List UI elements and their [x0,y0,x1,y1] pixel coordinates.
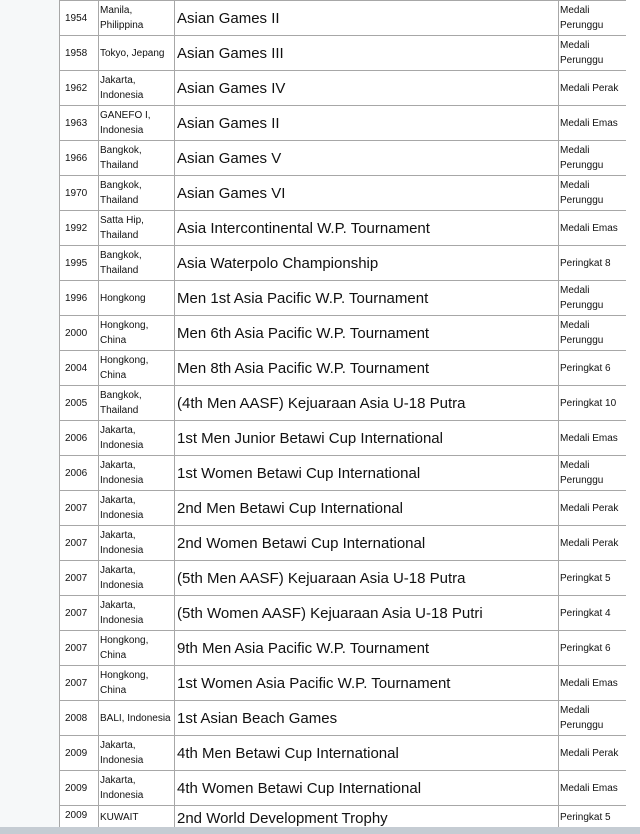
event-cell: Men 1st Asia Pacific W.P. Tournament [175,281,559,316]
event-cell: 1st Women Betawi Cup International [175,456,559,491]
year-cell: 2009 [60,736,99,771]
place-cell: Hongkong, China [99,666,175,701]
result-cell: Medali Perunggu [559,141,627,176]
event-cell: (4th Men AASF) Kejuaraan Asia U-18 Putra [175,386,559,421]
result-cell: Medali Emas [559,771,627,806]
year-cell: 2005 [60,386,99,421]
place-cell: Hongkong [99,281,175,316]
place-cell: Jakarta, Indonesia [99,526,175,561]
year-cell: 1963 [60,106,99,141]
event-cell: 2nd Men Betawi Cup International [175,491,559,526]
place-cell: Bangkok, Thailand [99,386,175,421]
event-cell: (5th Women AASF) Kejuaraan Asia U-18 Putri [175,596,559,631]
event-cell: Men 8th Asia Pacific W.P. Tournament [175,351,559,386]
table-row [60,456,627,491]
table-row [60,631,627,666]
place-cell: Jakarta, Indonesia [99,561,175,596]
year-cell: 1954 [60,1,99,36]
results-table-container [59,0,626,829]
table-row [60,316,627,351]
event-cell: Asian Games III [175,36,559,71]
table-row [60,1,627,36]
place-cell: Satta Hip, Thailand [99,211,175,246]
result-cell: Medali Perak [559,491,627,526]
event-cell: Asian Games IV [175,71,559,106]
horizontal-scrollbar[interactable] [0,827,640,834]
place-cell: Jakarta, Indonesia [99,736,175,771]
result-cell: Medali Perak [559,526,627,561]
event-cell: 9th Men Asia Pacific W.P. Tournament [175,631,559,666]
table-row [60,491,627,526]
year-cell: 2007 [60,561,99,596]
table-row [60,36,627,71]
year-cell: 2000 [60,316,99,351]
year-cell: 2007 [60,526,99,561]
event-cell: 1st Men Junior Betawi Cup International [175,421,559,456]
result-cell: Medali Perunggu [559,701,627,736]
table-row [60,211,627,246]
result-cell: Medali Emas [559,106,627,141]
year-cell: 2004 [60,351,99,386]
table-row [60,701,627,736]
place-cell: KUWAIT [99,806,175,829]
table-row [60,561,627,596]
place-cell: Jakarta, Indonesia [99,596,175,631]
year-cell: 2009 [60,806,99,829]
year-cell: 2007 [60,631,99,666]
place-cell: Hongkong, China [99,631,175,666]
place-cell: Bangkok, Thailand [99,141,175,176]
event-cell: Men 6th Asia Pacific W.P. Tournament [175,316,559,351]
place-cell: Jakarta, Indonesia [99,771,175,806]
event-cell: 4th Men Betawi Cup International [175,736,559,771]
year-cell: 1996 [60,281,99,316]
event-cell: 2nd Women Betawi Cup International [175,526,559,561]
table-row [60,666,627,701]
result-cell: Medali Emas [559,666,627,701]
place-cell: Jakarta, Indonesia [99,71,175,106]
year-cell: 2008 [60,701,99,736]
left-margin [0,0,59,834]
table-row [60,596,627,631]
place-cell: Hongkong, China [99,316,175,351]
table-row [60,71,627,106]
event-cell: Asia Intercontinental W.P. Tournament [175,211,559,246]
event-cell: 2nd World Development Trophy [175,806,559,829]
place-cell: Bangkok, Thailand [99,246,175,281]
results-table [59,0,627,829]
result-cell: Peringkat 6 [559,351,627,386]
place-cell: Jakarta, Indonesia [99,491,175,526]
year-cell: 1970 [60,176,99,211]
result-cell: Medali Emas [559,211,627,246]
table-row [60,526,627,561]
result-cell: Medali Perak [559,736,627,771]
place-cell: Manila, Philippina [99,1,175,36]
result-cell: Medali Perak [559,71,627,106]
year-cell: 1992 [60,211,99,246]
table-row [60,736,627,771]
place-cell: Hongkong, China [99,351,175,386]
place-cell: Jakarta, Indonesia [99,421,175,456]
table-row [60,141,627,176]
place-cell: GANEFO I, Indonesia [99,106,175,141]
event-cell: Asian Games II [175,106,559,141]
result-cell: Medali Perunggu [559,176,627,211]
table-row [60,806,627,829]
result-cell: Medali Perunggu [559,1,627,36]
result-cell: Peringkat 4 [559,596,627,631]
result-cell: Peringkat 10 [559,386,627,421]
table-row [60,351,627,386]
result-cell: Medali Perunggu [559,281,627,316]
results-table-body [60,1,627,829]
event-cell: 1st Asian Beach Games [175,701,559,736]
year-cell: 1966 [60,141,99,176]
result-cell: Peringkat 8 [559,246,627,281]
year-cell: 2006 [60,421,99,456]
year-cell: 2007 [60,596,99,631]
year-cell: 2006 [60,456,99,491]
table-row [60,246,627,281]
result-cell: Medali Perunggu [559,316,627,351]
event-cell: 4th Women Betawi Cup International [175,771,559,806]
table-row [60,421,627,456]
year-cell: 2007 [60,491,99,526]
year-cell: 1962 [60,71,99,106]
year-cell: 1958 [60,36,99,71]
event-cell: 1st Women Asia Pacific W.P. Tournament [175,666,559,701]
place-cell: Jakarta, Indonesia [99,456,175,491]
place-cell: Bangkok, Thailand [99,176,175,211]
table-row [60,386,627,421]
table-row [60,176,627,211]
table-row [60,771,627,806]
result-cell: Peringkat 5 [559,806,627,829]
event-cell: Asian Games V [175,141,559,176]
table-row [60,281,627,316]
result-cell: Medali Perunggu [559,36,627,71]
result-cell: Peringkat 6 [559,631,627,666]
year-cell: 2009 [60,771,99,806]
year-cell: 1995 [60,246,99,281]
event-cell: (5th Men AASF) Kejuaraan Asia U-18 Putra [175,561,559,596]
year-cell: 2007 [60,666,99,701]
result-cell: Medali Emas [559,421,627,456]
event-cell: Asia Waterpolo Championship [175,246,559,281]
event-cell: Asian Games II [175,1,559,36]
result-cell: Medali Perunggu [559,456,627,491]
place-cell: BALI, Indonesia [99,701,175,736]
result-cell: Peringkat 5 [559,561,627,596]
place-cell: Tokyo, Jepang [99,36,175,71]
event-cell: Asian Games VI [175,176,559,211]
right-margin [626,0,640,834]
table-row [60,106,627,141]
